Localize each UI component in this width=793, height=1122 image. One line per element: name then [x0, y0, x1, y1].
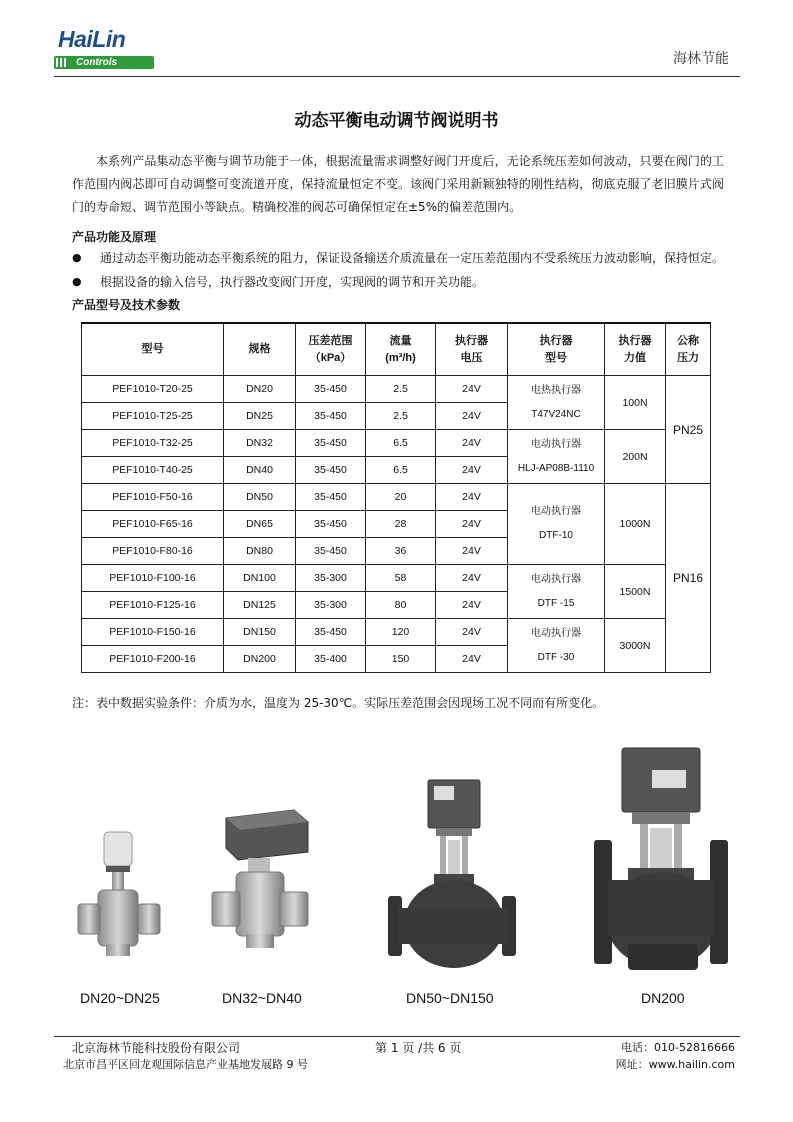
cell-spec: DN32 — [224, 430, 296, 457]
table-row — [82, 565, 711, 592]
hailin-logo — [54, 26, 154, 72]
logo-stripes-icon — [56, 58, 68, 67]
cell-pressure: 35-450 — [296, 376, 366, 403]
list-item — [72, 246, 732, 270]
cell-voltage: 24V — [436, 511, 508, 538]
bullet-icon: ● — [72, 251, 82, 264]
spec-table — [81, 322, 711, 673]
cell-force: 200N — [605, 430, 666, 484]
table-row — [82, 430, 711, 457]
actuator-type: 电动执行器 — [531, 573, 581, 585]
document-title: 动态平衡电动调节阀说明书 — [294, 111, 499, 131]
cell-pressure: 35-450 — [296, 538, 366, 565]
col-header-model: 型号 — [82, 323, 224, 376]
table-note: 注：表中数据实验条件：介质为水，温度为 25-30℃。实际压差范围会因现场工况不同而有所变化。 — [72, 696, 605, 710]
valve-dn200-image — [590, 744, 732, 976]
cell-voltage: 24V — [436, 538, 508, 565]
actuator-model: DTF -15 — [537, 597, 575, 609]
cell-flow: 20 — [366, 484, 436, 511]
cell-pressure: 35-450 — [296, 619, 366, 646]
cell-spec: DN80 — [224, 538, 296, 565]
product-label: DN32~DN40 — [222, 990, 302, 1006]
cell-actuator-model — [508, 430, 605, 484]
cell-actuator-model — [508, 484, 605, 565]
actuator-model: T47V24NC — [531, 408, 581, 420]
cell-model: PEF1010-F50-16 — [82, 484, 224, 511]
product-label: DN20~DN25 — [80, 990, 160, 1006]
cell-spec: DN65 — [224, 511, 296, 538]
cell-flow: 36 — [366, 538, 436, 565]
cell-pressure: 35-300 — [296, 592, 366, 619]
col-header-pressure: 压差范围 （kPa） — [296, 323, 366, 376]
cell-voltage: 24V — [436, 646, 508, 673]
col-header-spec: 规格 — [224, 323, 296, 376]
list-item — [72, 270, 732, 294]
cell-spec: DN40 — [224, 457, 296, 484]
actuator-model: DTF -30 — [537, 651, 575, 663]
cell-flow: 150 — [366, 646, 436, 673]
brand-name: 海林节能 — [673, 51, 729, 67]
bullet-icon: ● — [72, 275, 82, 288]
product-label: DN50~DN150 — [406, 990, 494, 1006]
cell-force: 1500N — [605, 565, 666, 619]
cell-spec: DN150 — [224, 619, 296, 646]
page-number: 第 1 页 /共 6 页 — [375, 1041, 462, 1055]
cell-flow: 80 — [366, 592, 436, 619]
cell-model: PEF1010-F65-16 — [82, 511, 224, 538]
cell-pressure: 35-300 — [296, 565, 366, 592]
cell-model: PEF1010-F80-16 — [82, 538, 224, 565]
actuator-type: 电热执行器 — [531, 384, 581, 396]
cell-pressure: 35-450 — [296, 511, 366, 538]
list-item-text: 根据设备的输入信号，执行器改变阀门开度，实现阀的调节和开关功能。 — [100, 275, 485, 289]
cell-flow: 120 — [366, 619, 436, 646]
list-item-text: 通过动态平衡功能动态平衡系统的阻力，保证设备输送介质流量在一定压差范围内不受系统压力波动影响，保持恒定。 — [100, 251, 725, 265]
cell-force: 100N — [605, 376, 666, 430]
cell-pressure: 35-400 — [296, 646, 366, 673]
actuator-type: 电动执行器 — [531, 438, 581, 450]
feature-list — [72, 246, 732, 294]
cell-model: PEF1010-F150-16 — [82, 619, 224, 646]
logo-wordmark: HaiLin — [58, 26, 126, 52]
cell-spec: DN50 — [224, 484, 296, 511]
col-header-pn: 公称 压力 — [666, 323, 711, 376]
actuator-type: 电动执行器 — [531, 627, 581, 639]
col-header-flow: 流量 (m³/h) — [366, 323, 436, 376]
cell-voltage: 24V — [436, 592, 508, 619]
cell-force: 3000N — [605, 619, 666, 673]
logo-subtitle: Controls — [76, 57, 118, 68]
cell-voltage: 24V — [436, 376, 508, 403]
cell-flow: 2.5 — [366, 376, 436, 403]
cell-actuator-model — [508, 565, 605, 619]
cell-voltage: 24V — [436, 619, 508, 646]
cell-spec: DN100 — [224, 565, 296, 592]
cell-spec: DN20 — [224, 376, 296, 403]
valve-dn20-image — [76, 828, 162, 958]
footer-website: 网址：www.hailin.com — [615, 1058, 735, 1071]
intro-paragraph: 本系列产品集动态平衡与调节功能于一体，根据流量需求调整好阀门开度后，无论系统压差如何波动，只要在阀门的工作范围内阀芯即可自动调整可变流道开度，保持流量恒定不变。该阀门采用新颖独特的刚性结构，彻底克服了老旧膜片式阀门的寿命短、调节范围小等缺点。精确校准的阀芯可确保恒定在±5%的偏差范围内。 — [72, 154, 724, 214]
col-header-actuator-model: 执行器 型号 — [508, 323, 605, 376]
cell-actuator-model — [508, 376, 605, 430]
section-heading-function: 产品功能及原理 — [72, 230, 157, 244]
cell-model: PEF1010-T20-25 — [82, 376, 224, 403]
col-header-force: 执行器 力值 — [605, 323, 666, 376]
cell-pressure: 35-450 — [296, 484, 366, 511]
footer-phone: 电话：010-52816666 — [621, 1041, 735, 1054]
cell-voltage: 24V — [436, 565, 508, 592]
cell-voltage: 24V — [436, 457, 508, 484]
cell-voltage: 24V — [436, 430, 508, 457]
section-heading-specs: 产品型号及技术参数 — [72, 298, 181, 312]
cell-model: PEF1010-F125-16 — [82, 592, 224, 619]
table-header-row — [82, 323, 711, 376]
cell-force: 1000N — [605, 484, 666, 565]
cell-model: PEF1010-F200-16 — [82, 646, 224, 673]
header-divider — [54, 76, 740, 77]
table-row — [82, 619, 711, 646]
actuator-model: DTF-10 — [539, 530, 573, 541]
cell-flow: 28 — [366, 511, 436, 538]
cell-pressure: 35-450 — [296, 457, 366, 484]
table-row — [82, 484, 711, 511]
cell-pn: PN16 — [666, 484, 711, 673]
cell-pn: PN25 — [666, 376, 711, 484]
footer-address: 北京市昌平区回龙观国际信息产业基地发展路 9 号 — [63, 1058, 308, 1071]
cell-flow: 2.5 — [366, 403, 436, 430]
cell-voltage: 24V — [436, 484, 508, 511]
cell-actuator-model — [508, 619, 605, 673]
cell-model: PEF1010-T40-25 — [82, 457, 224, 484]
cell-flow: 6.5 — [366, 457, 436, 484]
footer-company: 北京海林节能科技股份有限公司 — [72, 1041, 241, 1055]
cell-model: PEF1010-T32-25 — [82, 430, 224, 457]
cell-model: PEF1010-F100-16 — [82, 565, 224, 592]
cell-flow: 6.5 — [366, 430, 436, 457]
cell-pressure: 35-450 — [296, 430, 366, 457]
cell-voltage: 24V — [436, 403, 508, 430]
cell-flow: 58 — [366, 565, 436, 592]
cell-model: PEF1010-T25-25 — [82, 403, 224, 430]
cell-spec: DN25 — [224, 403, 296, 430]
table-row — [82, 376, 711, 403]
cell-spec: DN200 — [224, 646, 296, 673]
footer-divider — [54, 1036, 740, 1037]
product-label: DN200 — [641, 990, 685, 1006]
valve-dn50-image — [384, 776, 520, 972]
valve-dn32-image — [208, 808, 318, 958]
cell-pressure: 35-450 — [296, 403, 366, 430]
actuator-model: HLJ-AP08B-1110 — [517, 462, 595, 474]
col-header-voltage: 执行器 电压 — [436, 323, 508, 376]
table-body — [82, 376, 711, 673]
actuator-type: 电动执行器 — [531, 506, 581, 517]
cell-spec: DN125 — [224, 592, 296, 619]
